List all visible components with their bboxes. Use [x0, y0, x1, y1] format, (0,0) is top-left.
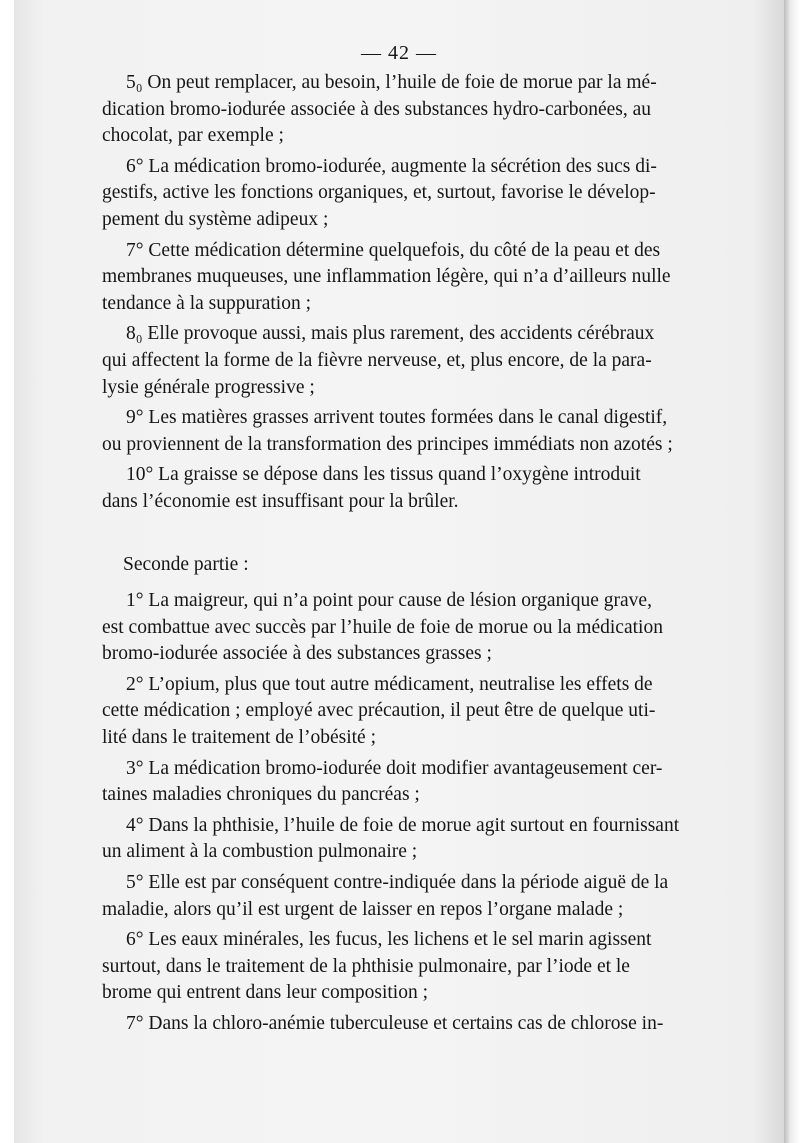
book-page-edge — [784, 0, 800, 1143]
numbered-paragraph — [102, 154, 730, 234]
text-line: 7° Cette médication détermine quelquefois, du côté de la peau et des — [126, 239, 661, 261]
text-line: maladie, alors qu’il est urgent de laisser en repos l’organe malade ; — [102, 898, 624, 920]
text-line: un aliment à la combustion pulmonaire ; — [102, 841, 418, 863]
numbered-paragraph — [102, 588, 730, 668]
text-line: qui affectent la forme de la fièvre nerveuse, et, plus encore, de la para- — [102, 349, 652, 371]
text-line: brome qui entrent dans leur composition ; — [102, 982, 429, 1004]
text-line: chocolat, par exemple ; — [102, 125, 284, 147]
text-line: 8₀ Elle provoque aussi, mais plus rarement, des accidents cérébraux — [126, 323, 655, 345]
text-line: 4° Dans la phthisie, l’huile de foie de morue agit surtout en fournissant — [126, 814, 680, 836]
numbered-paragraph — [102, 405, 730, 458]
numbered-paragraph — [102, 1011, 730, 1038]
text-line: 6° Les eaux minérales, les fucus, les lichens et le sel marin agissent — [126, 929, 652, 951]
text-line: 5₀ On peut remplacer, au besoin, l’huile de foie de morue par la mé- — [126, 72, 657, 93]
text-line: 5° Elle est par conséquent contre-indiquée dans la période aiguë de la — [126, 872, 669, 894]
page-number: — 42 — — [361, 42, 437, 64]
text-line: surtout, dans le traitement de la phthisie pulmonaire, par l’iode et le — [102, 955, 630, 977]
text-line: dans l’économie est insuffisant pour la brûler. — [102, 490, 459, 512]
text-line: pement du système adipeux ; — [102, 208, 329, 230]
text-line: cette médication ; employé avec précaution, il peut être de quelque uti- — [102, 700, 656, 722]
numbered-paragraph — [102, 756, 730, 809]
numbered-paragraph — [102, 672, 730, 752]
numbered-paragraph — [102, 238, 730, 318]
body-text — [102, 70, 730, 1042]
part-two-conclusions — [102, 588, 730, 1038]
text-line: 9° Les matières grasses arrivent toutes formées dans le canal digestif, — [126, 407, 668, 429]
text-line: ou proviennent de la transformation des principes immédiats non azotés ; — [102, 433, 673, 455]
text-line: dication bromo-iodurée associée à des substances hydro-carbonées, au — [102, 98, 652, 120]
text-line: 6° La médication bromo-iodurée, augmente la sécrétion des sucs di- — [126, 155, 657, 177]
book-page — [14, 0, 784, 1143]
text-line: est combattue avec succès par l’huile de foie de morue ou la médication — [102, 616, 663, 638]
text-line: 1° La maigreur, qui n’a point pour cause de lésion organique grave, — [126, 590, 652, 612]
text-line: lité dans le traitement de l’obésité ; — [102, 727, 376, 749]
text-line: 7° Dans la chloro-anémie tuberculeuse et certains cas de chlorose in- — [126, 1013, 664, 1034]
text-line: taines maladies chroniques du pancréas ; — [102, 784, 420, 806]
text-line: membranes muqueuses, une inflammation légère, qui n’a d’ailleurs nulle — [102, 266, 671, 288]
text-line: bromo-iodurée associée à des substances grasses ; — [102, 643, 492, 665]
text-line: tendance à la suppuration ; — [102, 292, 312, 314]
text-line: 2° L’opium, plus que tout autre médicament, neutralise les effets de — [126, 673, 653, 695]
text-line: 3° La médication bromo-iodurée doit modifier avantageusement cer- — [126, 757, 663, 779]
text-line: 10° La graisse se dépose dans les tissus quand l’oxygène introduit — [126, 464, 641, 486]
numbered-paragraph — [102, 462, 730, 515]
numbered-paragraph — [102, 70, 730, 150]
numbered-paragraph — [102, 870, 730, 923]
text-line: lysie générale progressive ; — [102, 376, 315, 398]
numbered-paragraph — [102, 321, 730, 401]
text-line: gestifs, active les fonctions organiques, et, surtout, favorise le dévelop- — [102, 182, 656, 204]
numbered-paragraph — [102, 813, 730, 866]
part-one-conclusions — [102, 70, 730, 516]
numbered-paragraph — [102, 927, 730, 1007]
section-heading: Seconde partie : — [123, 553, 249, 575]
